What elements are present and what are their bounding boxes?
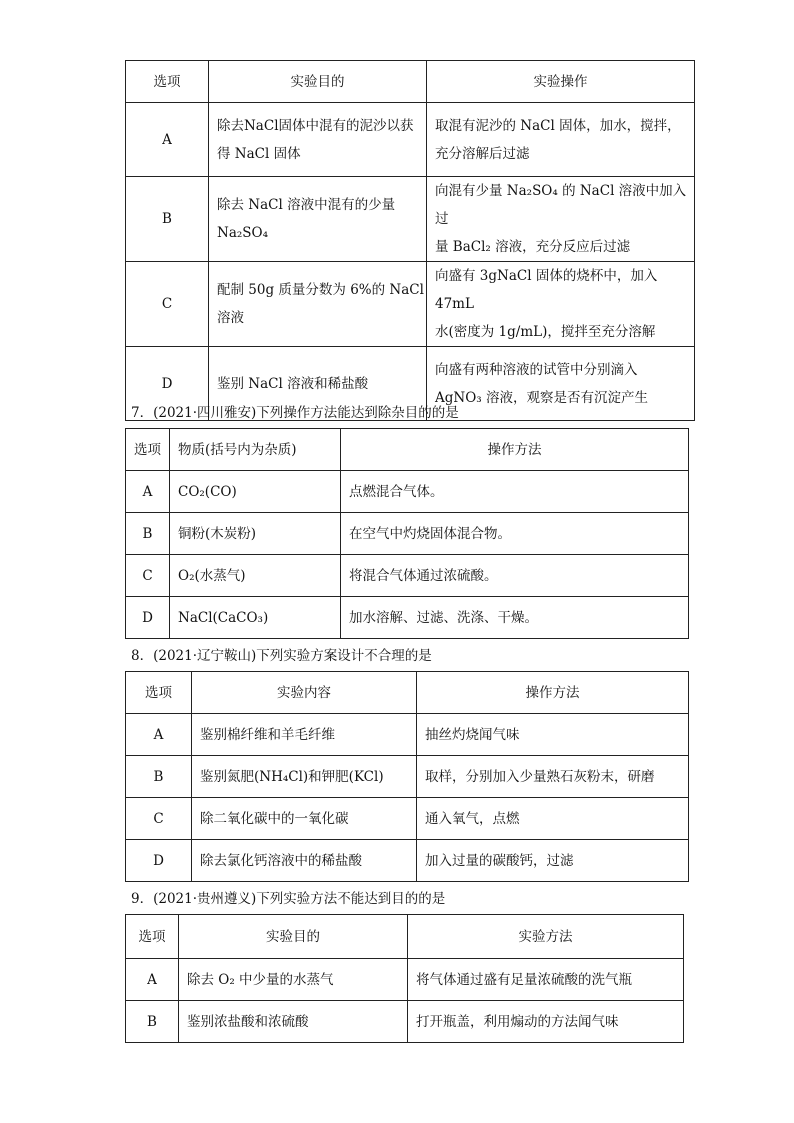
action-cell: 向混有少量 Na₂SO₄ 的 NaCl 溶液中加入过 量 BaCl₂ 溶液，充分反应后过滤: [427, 177, 695, 262]
method-cell: 取样，分别加入少量熟石灰粉末，研磨: [417, 756, 689, 798]
option-cell: A: [126, 471, 170, 513]
content-cell: 除去氯化钙溶液中的稀盐酸: [192, 840, 417, 882]
header-cell: 选项: [126, 61, 209, 103]
option-cell: D: [126, 840, 192, 882]
action-cell: 向盛有两种溶液的试管中分别滴入 AgNO₃ 溶液，观察是否有沉淀产生: [427, 347, 695, 421]
question-8-title: 8．(2021·辽宁鞍山)下列实验方案设计不合理的是: [131, 648, 432, 664]
table-header-row: [126, 429, 689, 471]
table-q9: [125, 914, 684, 1043]
header-cell: 实验方法: [408, 915, 684, 959]
option-cell: A: [126, 959, 179, 1001]
option-cell: C: [126, 555, 170, 597]
table-header-row: [126, 915, 684, 959]
option-cell: C: [126, 798, 192, 840]
option-cell: D: [126, 347, 209, 421]
header-cell: 选项: [126, 915, 179, 959]
option-cell: B: [126, 513, 170, 555]
header-cell: 选项: [126, 672, 192, 714]
option-cell: B: [126, 177, 209, 262]
table-row: [126, 513, 689, 555]
table-row: [126, 840, 689, 882]
purpose-cell: 鉴别浓盐酸和浓硫酸: [179, 1001, 408, 1043]
header-cell: 操作方法: [341, 429, 689, 471]
substance-cell: NaCl(CaCO₃): [170, 597, 341, 639]
table-q7: [125, 428, 689, 639]
substance-cell: O₂(水蒸气): [170, 555, 341, 597]
header-cell: 实验目的: [209, 61, 427, 103]
table-row: [126, 798, 689, 840]
purpose-cell: 除去NaCl固体中混有的泥沙以获 得 NaCl 固体: [209, 103, 427, 177]
header-cell: 实验内容: [192, 672, 417, 714]
table-row: [126, 597, 689, 639]
table-row: [126, 959, 684, 1001]
option-cell: B: [126, 756, 192, 798]
purpose-cell: 鉴别 NaCl 溶液和稀盐酸: [209, 347, 427, 421]
table-row: [126, 177, 695, 262]
purpose-cell: 配制 50g 质量分数为 6%的 NaCl 溶液: [209, 262, 427, 347]
table-row: [126, 262, 695, 347]
method-cell: 打开瓶盖，利用煽动的方法闻气味: [408, 1001, 684, 1043]
option-cell: A: [126, 103, 209, 177]
table-row: [126, 756, 689, 798]
method-cell: 点燃混合气体。: [341, 471, 689, 513]
option-cell: B: [126, 1001, 179, 1043]
method-cell: 抽丝灼烧闻气味: [417, 714, 689, 756]
content-cell: 鉴别棉纤维和羊毛纤维: [192, 714, 417, 756]
header-cell: 操作方法: [417, 672, 689, 714]
table-header-row: [126, 672, 689, 714]
substance-cell: CO₂(CO): [170, 471, 341, 513]
content-cell: 鉴别氮肥(NH₄Cl)和钾肥(KCl): [192, 756, 417, 798]
header-cell: 实验目的: [179, 915, 408, 959]
table-row: [126, 1001, 684, 1043]
header-cell: 选项: [126, 429, 170, 471]
option-cell: A: [126, 714, 192, 756]
question-9-title: 9．(2021·贵州遵义)下列实验方法不能达到目的的是: [131, 891, 446, 907]
method-cell: 通入氧气，点燃: [417, 798, 689, 840]
table-row: [126, 714, 689, 756]
method-cell: 将混合气体通过浓硫酸。: [341, 555, 689, 597]
purpose-cell: 除去 NaCl 溶液中混有的少量 Na₂SO₄: [209, 177, 427, 262]
table-row: [126, 471, 689, 513]
table-row: [126, 103, 695, 177]
table-header-row: [126, 61, 695, 103]
content-cell: 除二氧化碳中的一氧化碳: [192, 798, 417, 840]
action-cell: 取混有泥沙的 NaCl 固体，加水，搅拌， 充分溶解后过滤: [427, 103, 695, 177]
purpose-cell: 除去 O₂ 中少量的水蒸气: [179, 959, 408, 1001]
option-cell: D: [126, 597, 170, 639]
method-cell: 加水溶解、过滤、洗涤、干燥。: [341, 597, 689, 639]
method-cell: 将气体通过盛有足量浓硫酸的洗气瓶: [408, 959, 684, 1001]
header-cell: 实验操作: [427, 61, 695, 103]
option-cell: C: [126, 262, 209, 347]
method-cell: 加入过量的碳酸钙，过滤: [417, 840, 689, 882]
question-7-title: 7．(2021·四川雅安)下列操作方法能达到除杂目的的是: [131, 405, 459, 421]
method-cell: 在空气中灼烧固体混合物。: [341, 513, 689, 555]
table-q6: [125, 60, 695, 421]
action-cell: 向盛有 3gNaCl 固体的烧杯中，加入 47mL 水(密度为 1g/mL)，搅拌至充分溶解: [427, 262, 695, 347]
table-row: [126, 555, 689, 597]
table-q8: [125, 671, 689, 882]
header-cell: 物质(括号内为杂质): [170, 429, 341, 471]
substance-cell: 铜粉(木炭粉): [170, 513, 341, 555]
